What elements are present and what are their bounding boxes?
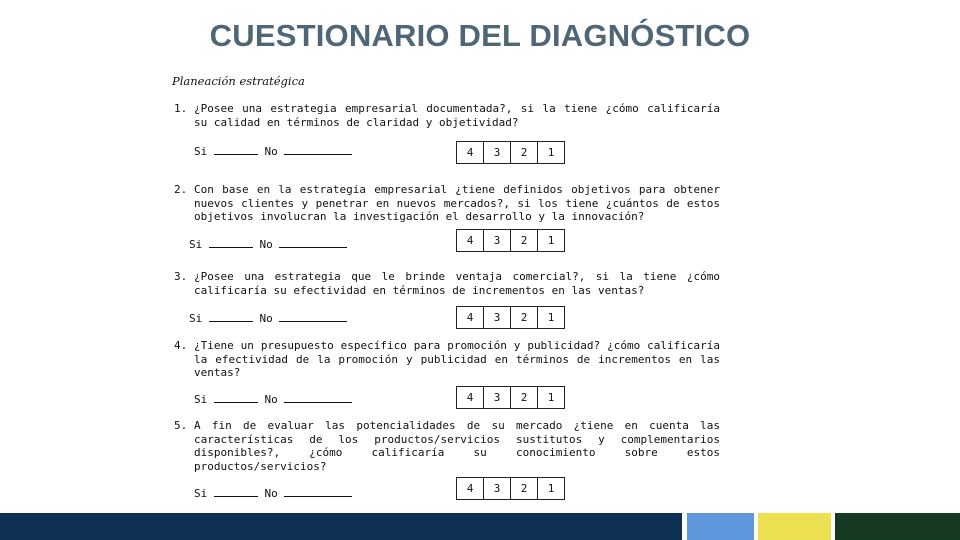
no-blank[interactable]	[279, 237, 347, 248]
rating-cell-3[interactable]: 3	[484, 230, 511, 251]
answer-si-no-5	[194, 486, 352, 500]
rating-scale-1	[456, 141, 565, 164]
rating-cell-4[interactable]: 4	[457, 387, 484, 408]
si-label: Si	[189, 312, 203, 325]
question-4	[172, 339, 720, 380]
rating-cell-1[interactable]: 1	[547, 234, 555, 247]
question-number: 2.	[174, 183, 188, 196]
no-label: No	[259, 238, 273, 251]
question-number: 4.	[174, 339, 188, 352]
si-blank[interactable]	[209, 311, 253, 322]
question-number: 3.	[174, 270, 188, 283]
si-blank[interactable]	[209, 237, 253, 248]
footer-bar-green	[835, 513, 960, 540]
question-2	[172, 183, 720, 224]
rating-scale-3	[456, 306, 565, 329]
si-label: Si	[189, 238, 203, 251]
rating-cell-3[interactable]: 3	[484, 387, 511, 408]
rating-cell-4[interactable]: 4	[457, 142, 484, 163]
rating-cell-4[interactable]: 4	[457, 478, 484, 499]
rating-cell-3[interactable]: 3	[484, 307, 511, 328]
footer-bar-blue	[687, 513, 754, 540]
no-label: No	[264, 393, 278, 406]
rating-cell-2[interactable]: 2	[511, 478, 538, 499]
rating-cell-2[interactable]: 2	[511, 142, 538, 163]
si-label: Si	[194, 393, 208, 406]
answer-si-no-1	[194, 144, 352, 158]
question-number: 5.	[174, 419, 188, 432]
rating-cell-2[interactable]: 2	[511, 230, 538, 251]
answer-si-no-3	[189, 311, 347, 325]
si-label: Si	[194, 145, 208, 158]
rating-cell-4[interactable]: 4	[457, 230, 484, 251]
slide-title: CUESTIONARIO DEL DIAGNÓSTICO	[209, 18, 751, 53]
rating-scale-5	[456, 477, 565, 500]
rating-cell-2[interactable]: 2	[511, 387, 538, 408]
rating-cell-1[interactable]: 1	[547, 391, 555, 404]
rating-cell-3[interactable]: 3	[484, 142, 511, 163]
rating-cell-1[interactable]: 1	[547, 482, 555, 495]
footer-bar-yellow	[758, 513, 831, 540]
si-blank[interactable]	[214, 144, 258, 155]
rating-cell-1[interactable]: 1	[547, 311, 555, 324]
rating-scale-2	[456, 229, 565, 252]
question-text: ¿Posee una estrategia que le brinde ventaja comercial?, si la tiene ¿cómo calificaría su efectividad en términos de incrementos en las ventas?	[194, 270, 720, 297]
question-text: ¿Tiene un presupuesto específico para promoción y publicidad? ¿cómo calificaría la efectividad de la promoción y publicidad en términos de incrementos en las ventas?	[194, 339, 720, 379]
rating-scale-4	[456, 386, 565, 409]
footer-bar-navy	[0, 513, 682, 540]
no-blank[interactable]	[284, 486, 352, 497]
answer-si-no-4	[194, 392, 352, 406]
rating-cell-4[interactable]: 4	[457, 307, 484, 328]
si-blank[interactable]	[214, 486, 258, 497]
rating-cell-3[interactable]: 3	[484, 478, 511, 499]
question-text: A fin de evaluar las potencialidades de su mercado ¿tiene en cuenta las características de los productos/servicios sustitutos y complementarios disponibles?, ¿cómo calificaría su conocimiento sobre estos productos/servicios?	[194, 419, 720, 473]
question-5	[172, 419, 720, 473]
si-blank[interactable]	[214, 392, 258, 403]
rating-cell-1[interactable]: 1	[547, 146, 555, 159]
question-number: 1.	[174, 102, 188, 115]
section-title: Planeación estratégica	[172, 74, 305, 88]
no-blank[interactable]	[284, 392, 352, 403]
question-1	[172, 102, 720, 129]
question-3	[172, 270, 720, 297]
question-text: ¿Posee una estrategia empresarial documentada?, si la tiene ¿cómo calificaría su calidad en términos de claridad y objetividad?	[194, 102, 720, 129]
no-label: No	[264, 145, 278, 158]
rating-cell-2[interactable]: 2	[511, 307, 538, 328]
no-label: No	[264, 487, 278, 500]
no-blank[interactable]	[284, 144, 352, 155]
no-blank[interactable]	[279, 311, 347, 322]
question-text: Con base en la estrategia empresarial ¿tiene definidos objetivos para obtener nuevos clientes y penetrar en nuevos mercados?, si los tiene ¿cuántos de estos objetivos involucran la investigación el desarrollo y la innovación?	[194, 183, 720, 223]
answer-si-no-2	[189, 237, 347, 251]
si-label: Si	[194, 487, 208, 500]
no-label: No	[259, 312, 273, 325]
